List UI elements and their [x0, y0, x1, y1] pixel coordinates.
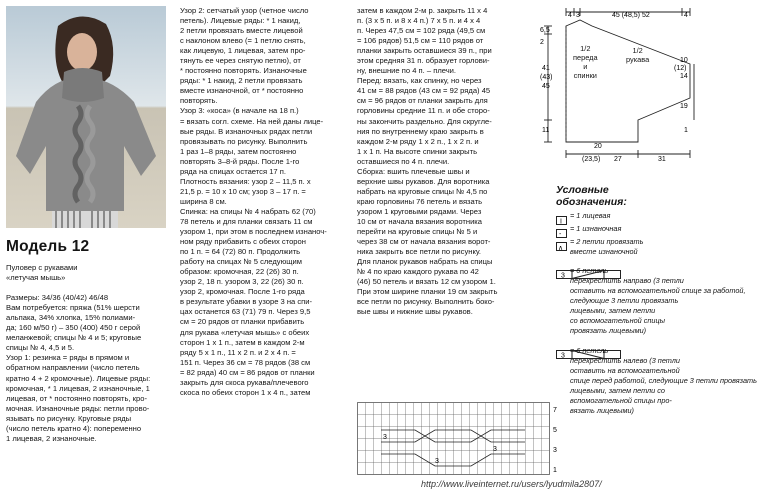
label-bottom-2: (23,5)	[582, 156, 601, 163]
chart-cross-label-3: 3	[435, 458, 439, 465]
label-right-3: 14	[680, 73, 688, 80]
pattern-drawing	[540, 4, 696, 164]
description-column-1: Пуловер с рукавами «летучая мышь» Размеры: 34/36 (40/42) 46/48 Вам потребуется: пряжа (51% шерсти альпака, 34% хлопка, 15% полиами- да; 160 м/50 г) – 350 (400) 450 г серой меланжевой; спицы № 4 и 5; круговые спицы № 4, 4,5 и 5. Узор 1: резинка = ряды в прямом и обратном направлении (число петель кратно 4 + 2 кромочные). Лицевые ряды: кромочная, * 1 лицевая, 2 изнаночные, 1 лицевая, от * постоянно повторять, кро- мочная. Изнаночные ряды: петли прово- язывать по рисунку. Круговые ряды (число петель кратно 4): попеременно 1 лицевая, 2 изнаночные.	[6, 263, 151, 443]
model-photo	[6, 6, 166, 228]
label-top-1: 4	[568, 12, 572, 19]
piece-label-sleeve: 1/2 рукава	[626, 46, 650, 64]
legend-title: Условные обозначения:	[556, 184, 627, 208]
chart-row-1: 1	[553, 467, 557, 474]
chart-row-7: 7	[553, 407, 557, 414]
legend-text-knit: = 1 лицевая	[570, 211, 611, 220]
legend-text-cross-right: = 6 петель перекрестить направо (3 петли оставить на вспомогательной спице за работой, следующие 3 петли провязать лицевыми, затем петли со вспомогательной спицы провязать лицевыми)	[570, 266, 746, 335]
label-left-6: 11	[542, 127, 550, 134]
label-right-1: 10	[680, 57, 688, 64]
legend-symbol-cross-left-text: 3	[561, 352, 565, 360]
label-bottom-1: 20	[594, 143, 602, 150]
legend-symbol-purl-text: -	[559, 231, 562, 238]
legend-symbol-k2tog-purl	[556, 238, 568, 256]
label-right-5: 1	[684, 127, 688, 134]
legend-text-cross-left: = 6 петель перекрестить налево (3 петли оставить на вспомогательной спице перед работой, следующие 3 петли провязать лицевыми, затем петли со вспомогательной спицы про- вязать лицевыми)	[570, 346, 757, 415]
label-bottom-4: 31	[658, 156, 666, 163]
model-title: Модель 12	[6, 238, 90, 255]
legend-symbol-cross-right-text: 3	[561, 272, 565, 280]
label-left-1: 6,5	[540, 27, 550, 34]
label-right-4: 19	[680, 103, 688, 110]
label-top-4: 4	[684, 12, 688, 19]
legend-symbol-k2tog-purl-text: ∧	[558, 245, 564, 252]
legend-symbol-knit-text: I	[560, 218, 562, 226]
label-left-5: 45	[542, 83, 550, 90]
label-left-2: 2	[540, 39, 544, 46]
stitch-chart	[357, 402, 563, 478]
chart-cross-label-2: 3	[493, 446, 497, 453]
label-top-3: 45 (48,5) 52	[612, 12, 650, 19]
label-left-3: 41	[542, 65, 550, 72]
chart-row-5: 5	[553, 427, 557, 434]
label-bottom-3: 27	[614, 156, 622, 163]
legend-text-k2tog-purl: = 2 петли провязать вместе изнаночной	[570, 237, 644, 256]
chart-cross-label-1: 3	[383, 434, 387, 441]
piece-label-front-back: 1/2 переда и спинки	[573, 44, 598, 80]
model-photo-image	[6, 6, 166, 228]
chart-row-3: 3	[553, 447, 557, 454]
label-left-4: (43)	[540, 74, 553, 81]
legend-text-purl: = 1 изнаночная	[570, 224, 622, 233]
description-column-2: Узор 2: сетчатый узор (четное число петель). Лицевые ряды: * 1 накид, 2 петли провязать вместе лицевой с наклоном влево (= 1 петлю снять, как лицевую, 1 лицевая, затем про- тянуть ее через снятую петлю), от * постоянно повторять. Изнаночные ряды: * 1 накид, 2 петли провязать вместе изнаночной, от * постоянно повторять. Узор 3: «коса» (в начале на 18 п.) = вязать согл. схеме. На ней даны лице- вые ряды. В изнаночных рядах петли провязывать по рисунку. Выполнить 1 раз 1–8 ряды, затем постоянно повторять 3–8-й ряды. После 1-го ряда на спицах остается 17 п. Плотность вязания: узор 2 – 11,5 п. х 21,5 р. = 10 х 10 см; узор 3 – 17 п. = ширина 8 см. Спинка: на спицы № 4 набрать 62 (70) 78 петель и для планки связать 11 см узором 1, при этом в последнем изнаноч- ном ряду прибавить с обеих сторон по 1 п. = 64 (72) 80 п. Продолжить работу на спицах № 5 следующим образом: кромочная, 22 (26) 30 п. узор 2, 18 п. узором 3, 22 (26) 30 п. узор 2, кромочная. После 1-го ряда в результате убавки в узоре 3 на спи- цах останется 63 (71) 79 п. Через 9,5 см = 20 рядов от планки прибавить для рукава «летучая мышь» с обеих сторон 1 х 1 п., затем в каждом 2-м ряду 5 х 1 п., 11 х 2 п. и 2 х 4 п. = 151 п. Через 36 см = 78 рядов (38 см = 82 ряда) 40 см = 86 рядов от планки закрыть для скоса рукава/плечевого скоса по обеих сторон 1 х 4 п., затем	[180, 6, 327, 397]
description-column-3: затем в каждом 2-м р. закрыть 11 х 4 п. (3 х 5 п. и 8 х 4 п.) 7 х 5 п. и 4 х 4 п. Через 47,5 см = 102 ряда (49,5 см = 106 рядов) 51,5 см = 110 рядов от планки закрыть оставшиеся 39 п., при этом средняя 31 п. образует горлови- ну, внешние по 4 п. – плечи. Перед: вязать, как спинку, но через 41 см = 88 рядов (43 см = 92 ряда) 45 см = 96 рядов от планки закрыть для горловины средние 11 п. и обе сторо- ны закончить раздельно. Для скругле- ния по внутреннему краю закрыть в каждом 2-м ряду 1 х 2 п., 1 х 2 п. и 1 х 1 п. На высоте спинки закрыть оставшиеся по 4 п. плечи. Сборка: вшить плечевые швы и верхние швы рукавов. Для воротника набрать на круговые спицы № 4,5 по краю горловины 76 петель и вязать узором 1 круговыми рядами. Через 10 см от начала вязания воротника перейти на круговые спицы № 5 и через 38 см от начала вязания ворот- ника закрыть все петли по рисунку. Для планок рукавов набрать на спицы № 4 по краю каждого рукава по 42 (46) 50 петель и вязать 12 см узором 1. При этом ширине планки 19 см закрыть все петли по рисунку. Выполнить боко- вые швы и нижние швы рукавов.	[357, 6, 498, 317]
watermark-url: http://www.liveinternet.ru/users/lyudmila2807/	[421, 479, 602, 489]
label-right-2: (12)	[674, 65, 687, 72]
label-top-2: 3	[576, 12, 580, 19]
